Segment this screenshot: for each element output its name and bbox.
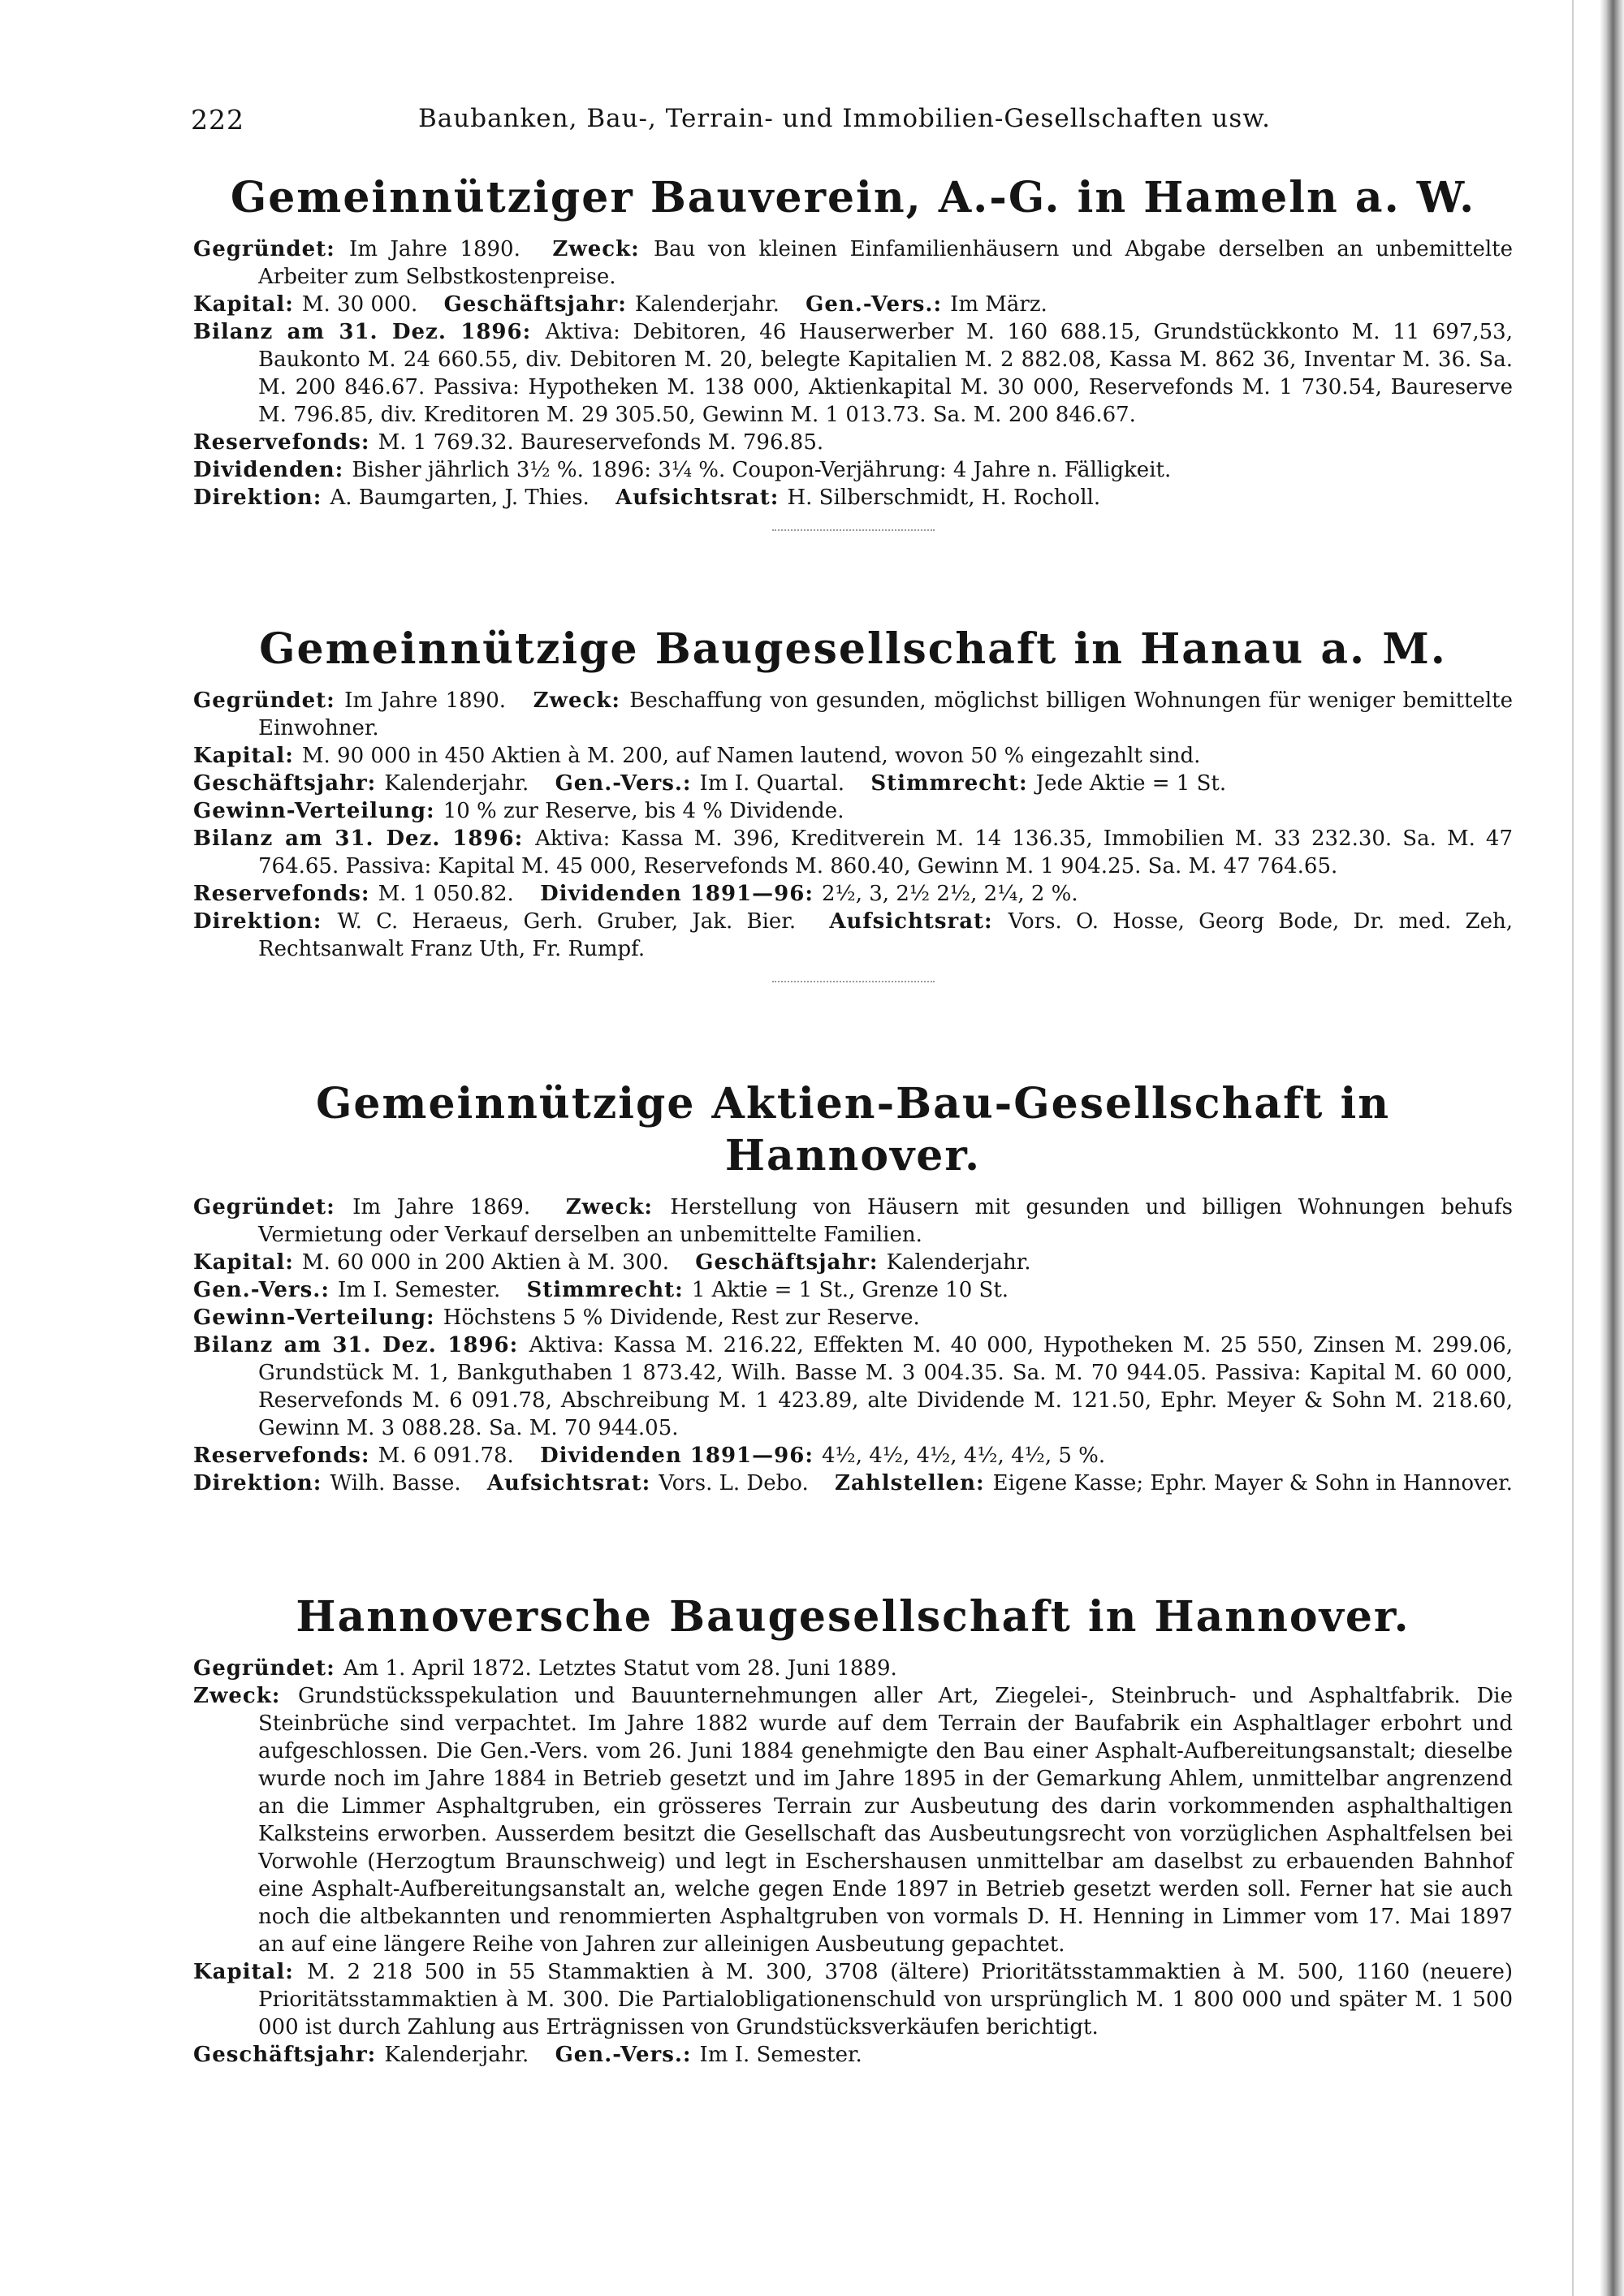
company-title: Gemeinnützige Baugesellschaft in Hanau a. M. (259, 624, 1447, 674)
purpose-label: Zweck: (565, 1195, 654, 1219)
page-fold-line (1572, 0, 1574, 2296)
voting-right-text: Jede Aktie = 1 St. (1035, 771, 1227, 796)
dividend-label: Dividenden: (193, 458, 344, 482)
voting-right-label: Stimmrecht: (870, 771, 1028, 796)
management-line (193, 908, 1513, 963)
purpose-text: Grundstücksspekulation und Bauunternehmungen aller Art, Ziegelei-, Steinbruch- und Asphaltfabrik. Die Steinbrüche sind verpachtet. Im Jahre 1882 wurde auf dem Terrain der Baufabrik ein Asphaltlager erbohrt und aufgeschlossen. Die Gen.-Vers. vom 26. Juni 1884 genehmigte den Bau einer Asphalt-Aufbereitungsanstalt; dieselbe wurde noch im Jahre 1884 in Betrieb gesetzt und im Jahre 1895 in der Gemarkung Ahlem, unmittelbar angrenzend an die Limmer Asphaltgruben, ein grösseres Terrain zur Ausbeutung des darin vorkommenden asphalthaltigen Kalksteins erworben. Ausserdem besitzt die Gesellschaft das Ausbeutungsrecht von vorzüglichen Asphaltfelsen bei Vorwohle (Herzogtum Braunschweig) und legt in Eschershausen unmittelbar am daselbst zu erbauenden Bahnhof eine Asphalt-Aufbereitungsanstalt an, welche gegen Ende 1897 in Betrieb gesetzt werden soll. Ferner hat sie auch noch die altbekannten und renommierten Asphaltgruben von vormals D. H. Henning in Limmer vom 17. Mai 1897 an auf eine längere Reihe von Jahren zur alleinigen Ausbeutung gepachtet. (258, 1684, 1513, 1957)
purpose-label: Zweck: (552, 237, 640, 261)
supervisory-text: Vors. L. Debo. (659, 1471, 809, 1495)
direction-label: Direktion: (193, 1471, 322, 1495)
balance-text: Aktiva: Debitoren, 46 Hauserwerber M. 160 688.15, Grundstückkonto M. 11 697,53, Baukonto M. 24 660.55, div. Debitoren M. 20, belegte Kapitalien M. 2 882.08, Kassa M. 862 36, Inventar M. 36. Sa. M. 200 846.67. Passiva: Hypotheken M. 138 000, Aktienkapital M. 30 000, Reservefonds M. 1 730.54, Baureserve M. 796.85, div. Kreditoren M. 29 305.50, Gewinn M. 1 013.73. Sa. M. 200 846.67. (258, 320, 1513, 427)
entry-separator (772, 981, 935, 982)
supervisory-label: Aufsichtsrat: (615, 486, 780, 510)
reserve-line (193, 1442, 1513, 1470)
general-meeting-text: Im I. Semester. (337, 1278, 501, 1302)
page-number: 222 (191, 104, 244, 136)
reserve-line (193, 429, 1513, 456)
capital-text: M. 30 000. (301, 292, 418, 317)
purpose-text: Beschaffung von gesunden, möglichst billigen Wohnungen für weniger bemittelte Einwohner. (258, 688, 1514, 740)
fiscal-year-text: Kalenderjahr. (634, 292, 780, 317)
dividend-label: Dividenden 1891—96: (540, 882, 814, 906)
balance-line (193, 1331, 1513, 1442)
direction-label: Direktion: (193, 909, 322, 934)
supervisory-text: H. Silberschmidt, H. Rocholl. (787, 486, 1101, 510)
dividend-label: Dividenden 1891—96: (540, 1444, 814, 1468)
supervisory-text: Vors. O. Hosse, Georg Bode, Dr. med. Zeh, Rechtsanwalt Franz Uth, Fr. Rumpf. (258, 909, 1513, 961)
profit-distribution-line (193, 797, 1513, 825)
reserve-label: Reservefonds: (193, 882, 370, 906)
purpose-text: Bau von kleinen Einfamilienhäusern und Abgabe derselben an unbemittelte Arbeiter zum Selbstkostenpreise. (258, 237, 1513, 289)
scanned-page-edge (1600, 0, 1624, 2296)
founded-line (193, 235, 1513, 291)
capital-line (193, 742, 1513, 770)
entry-separator (772, 529, 935, 531)
reserve-text: M. 6 091.78. (378, 1444, 514, 1468)
voting-right-label: Stimmrecht: (526, 1278, 684, 1302)
capital-label: Kapital: (193, 292, 294, 317)
capital-label: Kapital: (193, 1250, 294, 1275)
general-meeting-text: Im März. (950, 292, 1047, 317)
purpose-label: Zweck: (533, 688, 620, 713)
profit-distribution-text: Höchstens 5 % Dividende, Rest zur Reserve. (443, 1306, 920, 1330)
founded-line (193, 1655, 1513, 1682)
general-meeting-text: Im I. Quartal. (699, 771, 845, 796)
running-head: Baubanken, Bau-, Terrain- und Immobilien-Gesellschaften usw. (418, 104, 1271, 133)
dividend-text: Bisher jährlich 3½ %. 1896: 3¼ %. Coupon-Verjährung: 4 Jahre n. Fälligkeit. (352, 458, 1172, 482)
fiscal-line (193, 770, 1513, 797)
profit-distribution-text: 10 % zur Reserve, bis 4 % Dividende. (443, 799, 844, 823)
balance-text: Aktiva: Kassa M. 396, Kreditverein M. 14 136.35, Immobilien M. 33 232.30. Sa. M. 47 764.65. Passiva: Kapital M. 45 000, Reservefonds M. 860.40, Gewinn M. 1 904.25. Sa. M. 47 764.65. (258, 826, 1514, 878)
founded-label: Gegründet: (193, 237, 335, 261)
balance-label: Bilanz am 31. Dez. 1896: (193, 1333, 519, 1357)
balance-label: Bilanz am 31. Dez. 1896: (193, 826, 524, 851)
founded-line (193, 687, 1513, 742)
founded-text: Im Jahre 1869. (352, 1195, 531, 1219)
fiscal-year-label: Geschäftsjahr: (193, 771, 377, 796)
purpose-label: Zweck: (193, 1684, 281, 1708)
dividend-line (193, 456, 1513, 484)
paying-agents-label: Zahlstellen: (835, 1471, 985, 1495)
capital-line (193, 1958, 1513, 2041)
fiscal-year-text: Kalenderjahr. (384, 2043, 529, 2067)
capital-text: M. 60 000 in 200 Aktien à M. 300. (301, 1250, 670, 1275)
founded-line (193, 1193, 1513, 1249)
voting-right-text: 1 Aktie = 1 St., Grenze 10 St. (691, 1278, 1009, 1302)
founded-text: Im Jahre 1890. (344, 688, 507, 713)
balance-label: Bilanz am 31. Dez. 1896: (193, 320, 532, 344)
founded-text: Am 1. April 1872. Letztes Statut vom 28. Juni 1889. (343, 1656, 897, 1681)
general-meeting-label: Gen.-Vers.: (555, 771, 692, 796)
balance-text: Aktiva: Kassa M. 216.22, Effekten M. 40 000, Hypotheken M. 25 550, Zinsen M. 299.06, Grundstück M. 1, Bankguthaben 1 873.42, Wilh. Basse M. 3 004.35. Sa. M. 70 944.05. Passiva: Kapital M. 60 000, Reservefonds M. 6 091.78, Abschreibung M. 1 423.89, alte Dividende M. 121.50, Ephr. Meyer & Sohn M. 218.60, Gewinn M. 3 088.28. Sa. M. 70 944.05. (258, 1333, 1513, 1440)
management-line (193, 1470, 1513, 1497)
founded-label: Gegründet: (193, 1195, 335, 1219)
balance-line (193, 825, 1513, 880)
general-meeting-label: Gen.-Vers.: (806, 292, 943, 317)
founded-text: Im Jahre 1890. (349, 237, 520, 261)
dividend-text: 4½, 4½, 4½, 4½, 4½, 5 %. (821, 1444, 1106, 1468)
general-meeting-label: Gen.-Vers.: (193, 1278, 330, 1302)
purpose-text: Herstellung von Häusern mit gesunden und billigen Wohnungen behufs Vermietung oder Verkauf derselben an unbemittelte Familien. (258, 1195, 1514, 1247)
reserve-line (193, 880, 1513, 908)
profit-distribution-label: Gewinn-Verteilung: (193, 1306, 435, 1330)
company-title: Gemeinnütziger Bauverein, A.-G. in Hameln a. W. (230, 173, 1476, 222)
founded-label: Gegründet: (193, 688, 335, 713)
company-entry-hannover-aktien (193, 1078, 1513, 1497)
capital-label: Kapital: (193, 744, 294, 768)
company-title: Hannoversche Baugesellschaft in Hannover. (296, 1592, 1410, 1642)
meeting-line (193, 1276, 1513, 1304)
capital-text: M. 2 218 500 in 55 Stammaktien à M. 300, 3708 (ältere) Prioritätsstammaktien à M. 500, 1160 (neuere) Prioritätsstammaktien à M. 300. Die Partialobligationenschuld von ursprünglich M. 1 800 000 und später M. 1 500 000 ist durch Zahlung aus Erträgnissen von Grundstücksverkäufen berichtigt. (258, 1960, 1513, 2039)
profit-distribution-line (193, 1304, 1513, 1331)
capital-line (193, 291, 1513, 318)
fiscal-year-text: Kalenderjahr. (886, 1250, 1031, 1275)
reserve-text: M. 1 050.82. (378, 882, 514, 906)
profit-distribution-label: Gewinn-Verteilung: (193, 799, 435, 823)
supervisory-label: Aufsichtsrat: (486, 1471, 651, 1495)
direction-text: A. Baumgarten, J. Thies. (330, 486, 590, 510)
direction-label: Direktion: (193, 486, 322, 510)
paying-agents-text: Eigene Kasse; Ephr. Mayer & Sohn in Hannover. (992, 1471, 1513, 1495)
fiscal-year-label: Geschäftsjahr: (193, 2043, 377, 2067)
capital-label: Kapital: (193, 1960, 294, 1984)
balance-line (193, 318, 1513, 429)
reserve-label: Reservefonds: (193, 430, 370, 455)
founded-label: Gegründet: (193, 1656, 335, 1681)
reserve-text: M. 1 769.32. Baureservefonds M. 796.85. (378, 430, 824, 455)
supervisory-label: Aufsichtsrat: (829, 909, 993, 934)
fiscal-year-text: Kalenderjahr. (384, 771, 529, 796)
company-entry-hanau (193, 624, 1513, 982)
direction-text: W. C. Heraeus, Gerh. Gruber, Jak. Bier. (337, 909, 797, 934)
fiscal-year-label: Geschäftsjahr: (443, 292, 627, 317)
company-title: Gemeinnützige Aktien-Bau-Gesellschaft in Hannover. (315, 1079, 1391, 1180)
management-line (193, 484, 1513, 511)
fiscal-line (193, 2041, 1513, 2069)
purpose-line (193, 1682, 1513, 1958)
general-meeting-label: Gen.-Vers.: (555, 2043, 692, 2067)
fiscal-year-label: Geschäftsjahr: (695, 1250, 879, 1275)
capital-text: M. 90 000 in 450 Aktien à M. 200, auf Namen lautend, wovon 50 % eingezahlt sind. (301, 744, 1201, 768)
capital-line (193, 1249, 1513, 1276)
reserve-label: Reservefonds: (193, 1444, 370, 1468)
company-entry-hannoversche-baugesellschaft (193, 1591, 1513, 2069)
dividend-text: 2½, 3, 2½ 2½, 2¼, 2 %. (821, 882, 1078, 906)
page-header (191, 104, 1531, 136)
company-entry-hameln (193, 172, 1513, 531)
general-meeting-text: Im I. Semester. (699, 2043, 862, 2067)
direction-text: Wilh. Basse. (330, 1471, 461, 1495)
